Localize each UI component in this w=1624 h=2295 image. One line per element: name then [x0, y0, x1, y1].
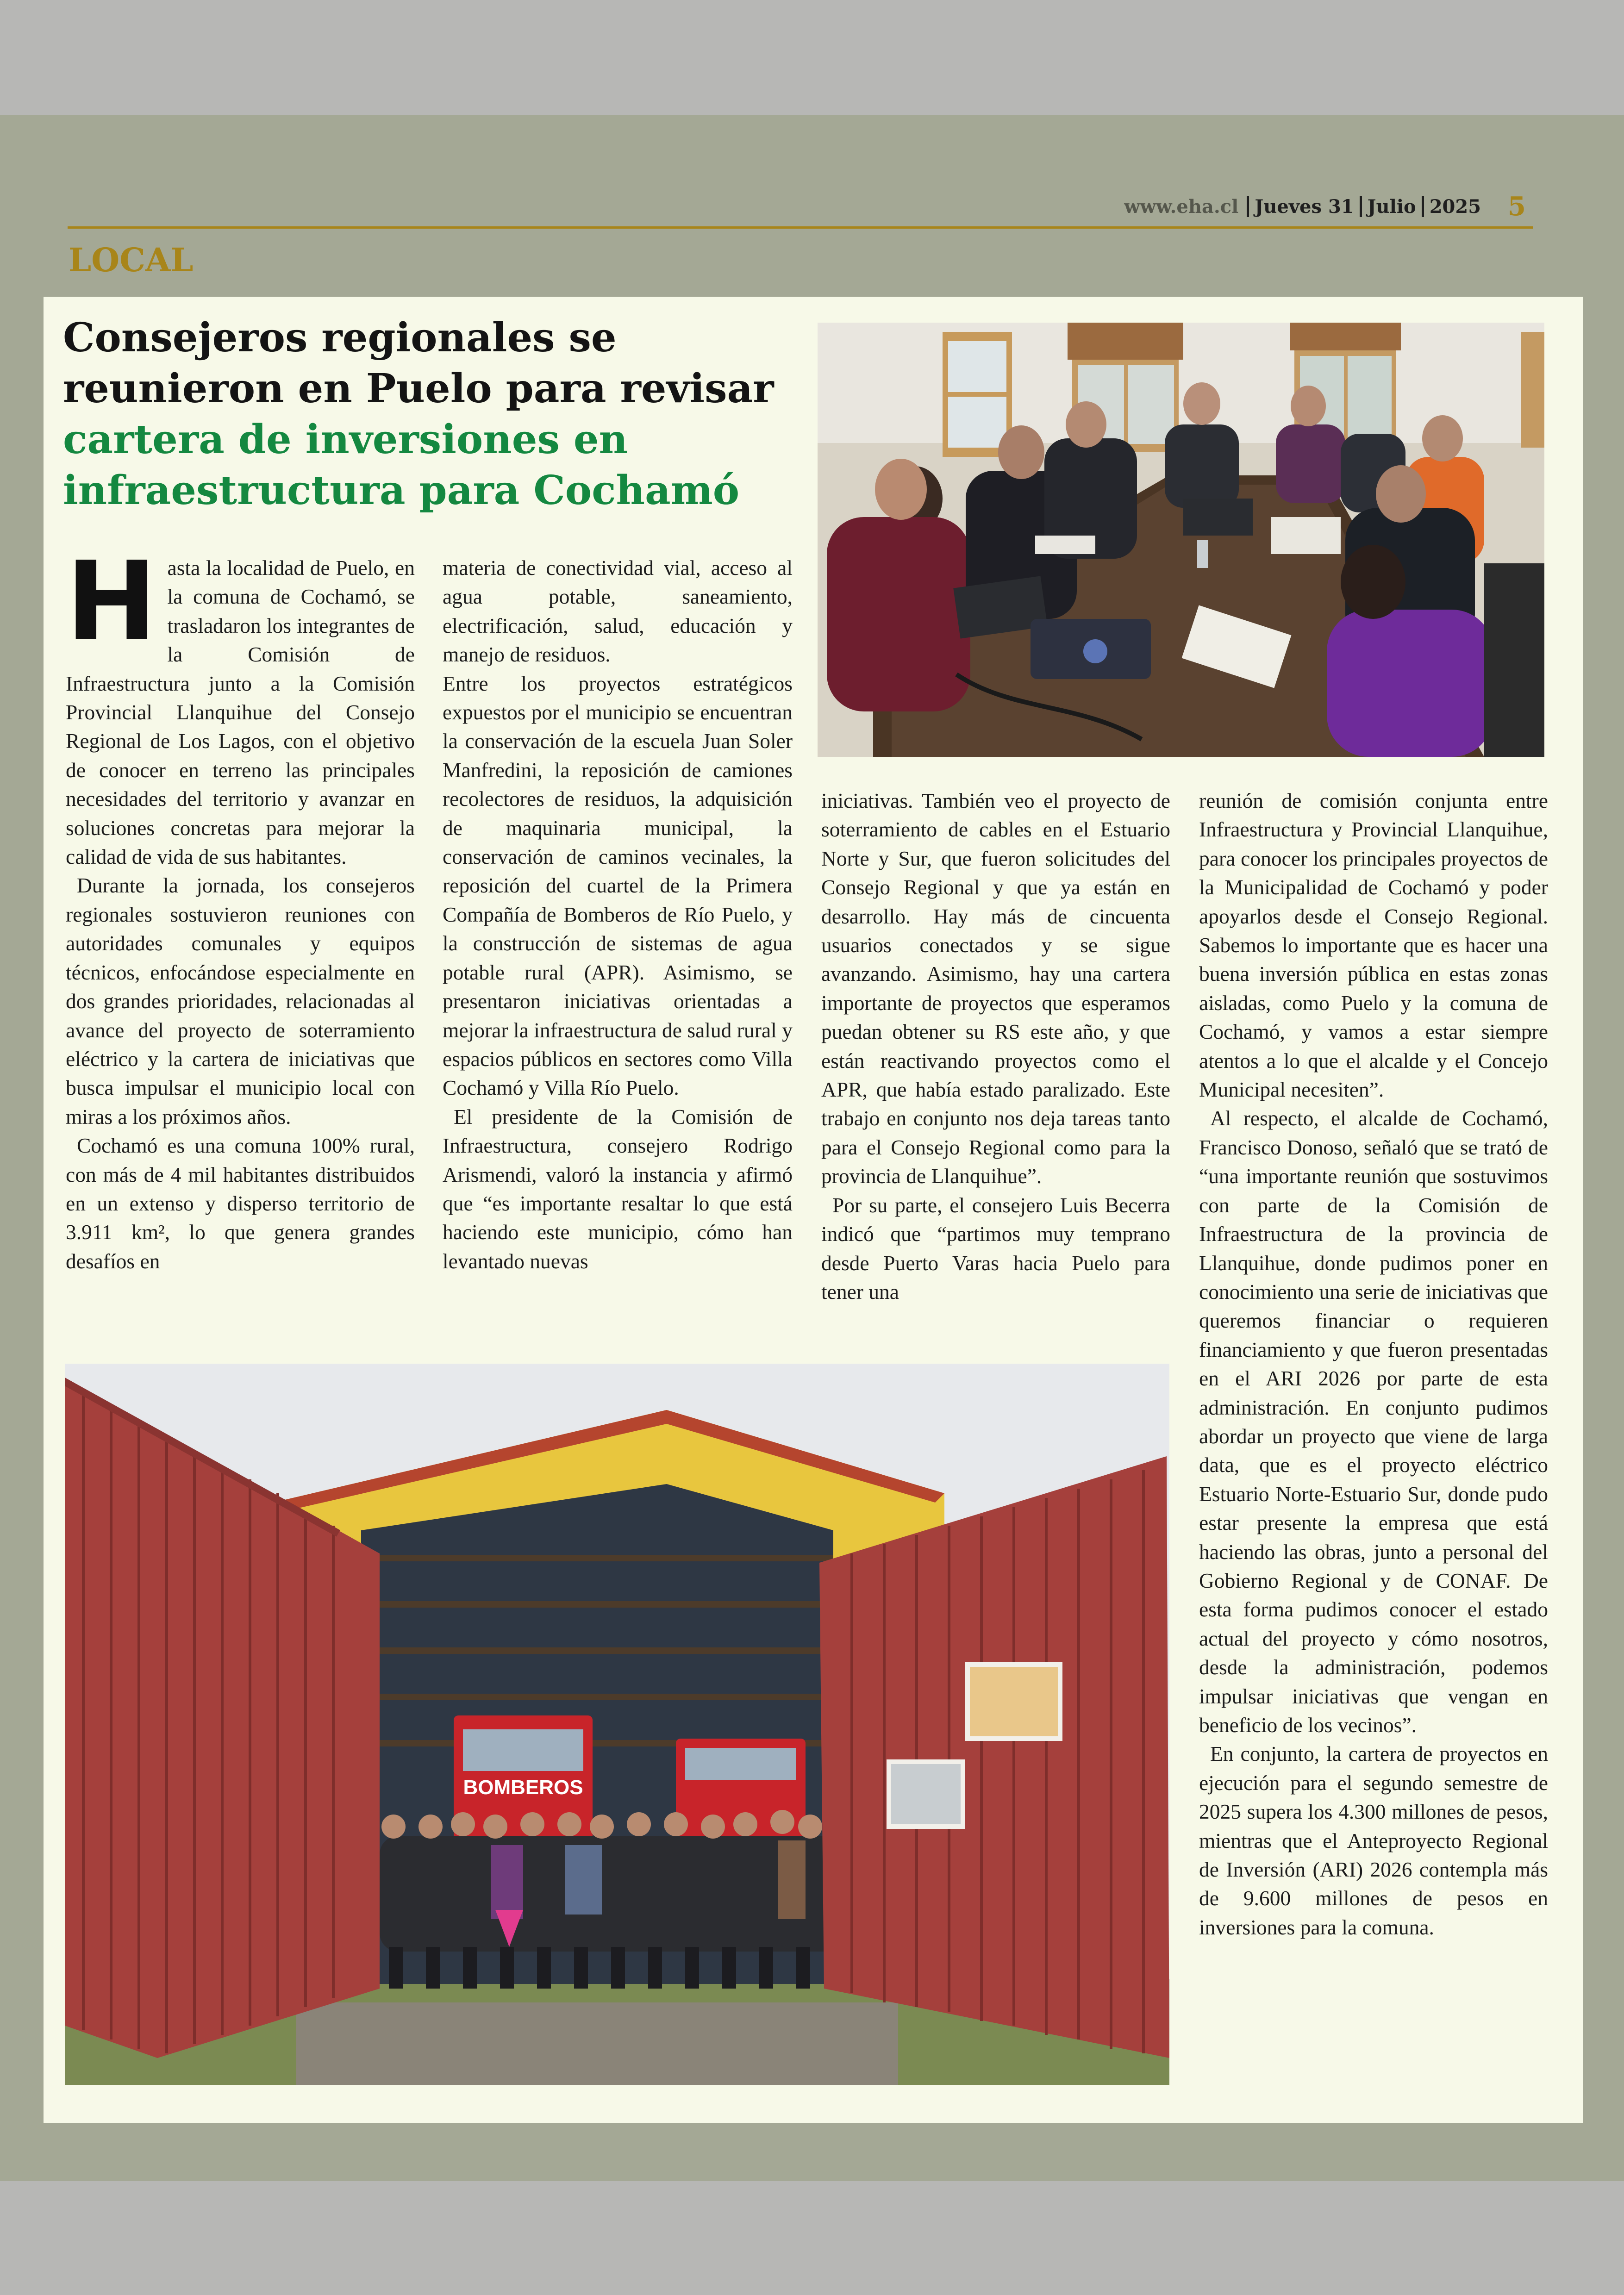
paragraph: Por su parte, el consejero Luis Becerra indicó que “partimos muy temprano desde Puerto Varas hacia Puelo para tener una [821, 1193, 1170, 1303]
article-column-3 [821, 786, 1170, 1303]
headline-green: cartera de inversiones en infraestructura para Cochamó [63, 416, 740, 514]
separator [1247, 196, 1249, 217]
separator [1360, 196, 1362, 217]
article-column-1 [66, 538, 415, 1341]
meeting-photo-illustration [818, 323, 1544, 757]
paragraph: Al respecto, el alcalde de Cochamó, Francisco Donoso, señaló que se trató de “una importante reunión que sostuvimos con parte de la Comisión de Infraestructura de la provincia de Llanquihue, donde pudimos poner en conocimiento una serie de iniciativas que queremos financiar o requieren financiamiento y que fueron presentadas en el ARI 2026 por parte de esta administración. En conjunto pudimos abordar un proyecto que viene de larga data, que es el proyecto eléctrico Estuario Norte-Estuario Sur, donde pudo estar presente la empresa que está haciendo las obras, junto a personal del Gobierno Regional y de CONAF. De esta forma pudimos conocer el estado actual del proyecto y cómo nosotros, desde la administración, podemos impulsar iniciativas que vengan en beneficio de los vecinos”. [1199, 1106, 1548, 1737]
section-label: LOCAL [69, 241, 194, 279]
masthead [1124, 191, 1526, 222]
page-number: 5 [1508, 191, 1526, 222]
fire-station-illustration [65, 1364, 1169, 2085]
article-headline [63, 312, 799, 516]
paragraph: reunión de comisión conjunta entre Infraestructura y Provincial Llanquihue, para conocer los principales proyectos de la Municipalidad de Cochamó y poder apoyarlos desde el Consejo Regional. Sabemos lo importante que es hacer una buena inversión pública en estas zonas aisladas, como Puelo y la comuna de Cochamó, y vamos a estar siempre atentos a lo que el alcalde y el Concejo Municipal necesiten”. [1199, 789, 1548, 1102]
issue-year: 2025 [1429, 195, 1481, 218]
paragraph: Durante la jornada, los consejeros regionales sostuvieron reuniones con autoridades comunales y equipos técnicos, enfocándose especialmente en dos grandes prioridades, relacionadas al avance del proyecto de soterramiento eléctrico y la cartera de iniciativas que busca impulsar el municipio local con miras a los próximos años. [66, 873, 415, 1129]
paragraph: En conjunto, la cartera de proyectos en ejecución para el segundo semestre de 2025 supera los 4.300 millones de pesos, mientras que el Anteproyecto Regional de Inversión (ARI) 2026 contempla más de 9.600 millones de pesos en inversiones para la comuna. [1199, 1742, 1548, 1939]
paragraph: iniciativas. También veo el proyecto de soterramiento de cables en el Estuario Norte y Sur, que fueron solicitudes del Consejo Regional y que ya están en desarrollo. Hay más de cincuenta usuarios conectados y se sigue avanzando. Asimismo, hay una cartera importante de proyectos que esperamos puedan obtener su RS este año, y que están reactivando proyectos como el APR, que había estado paralizado. Este trabajo en conjunto nos deja tareas tanto para el Consejo Regional como para la provincia de Llanquihue”. [821, 789, 1170, 1188]
fire-station-photo [65, 1364, 1169, 2085]
paragraph: Cochamó es una comuna 100% rural, con más de 4 mil habitantes distribuidos en un extenso y disperso territorio de 3.911 km², lo que genera grandes desafíos en [66, 1134, 415, 1273]
paragraph: El presidente de la Comisión de Infraestructura, consejero Rodrigo Arismendi, valoró la instancia y afirmó que “es importante resaltar lo que está haciendo este municipio, cómo han levantado nuevas [443, 1104, 793, 1273]
truck-sign: BOMBEROS [463, 1776, 583, 1799]
meeting-photo [818, 323, 1544, 757]
paragraph: Entre los proyectos estratégicos expuestos por el municipio se encuentran la conservación de la escuela Juan Soler Manfredini, la reposición de camiones recolectores de residuos, la adquisición de maquinaria municipal, la conservación de caminos vecinales, la reposición del cuartel de la Primera Compañía de Bomberos de Río Puelo, y la construcción de sistemas de agua potable rural (APR). Asimismo, se presentaron iniciativas orientadas a mejorar la infraestructura de salud rural y espacios públicos en sectores como Villa Cochamó y Villa Río Puelo. [443, 671, 793, 1100]
issue-day: Jueves 31 [1255, 195, 1354, 218]
paragraph [66, 538, 415, 871]
article-column-2 [443, 554, 793, 1341]
separator [1422, 196, 1424, 217]
article-column-4 [1199, 786, 1548, 2092]
headline-black: Consejeros regionales se reunieron en Puelo para revisar [63, 314, 774, 412]
site-url[interactable]: www.eha.cl [1124, 195, 1239, 218]
drop-cap: H [66, 538, 157, 665]
issue-month: Julio [1367, 195, 1416, 218]
paragraph: materia de conectividad vial, acceso al agua potable, saneamiento, electrificación, salud, educación y manejo de residuos. [443, 556, 793, 667]
header-rule [68, 226, 1533, 229]
paragraph-text: asta la localidad de Puelo, en la comuna de Cochamó, se trasladaron los integrantes de la Comisión de Infraestructura junto a la Comisión Provincial Llanquihue del Consejo Regional de Los Lagos, con el objetivo de conocer en terreno las principales necesidades del territorio y avanzar en soluciones concretas para mejorar la calidad de vida de sus habitantes. [66, 556, 415, 869]
